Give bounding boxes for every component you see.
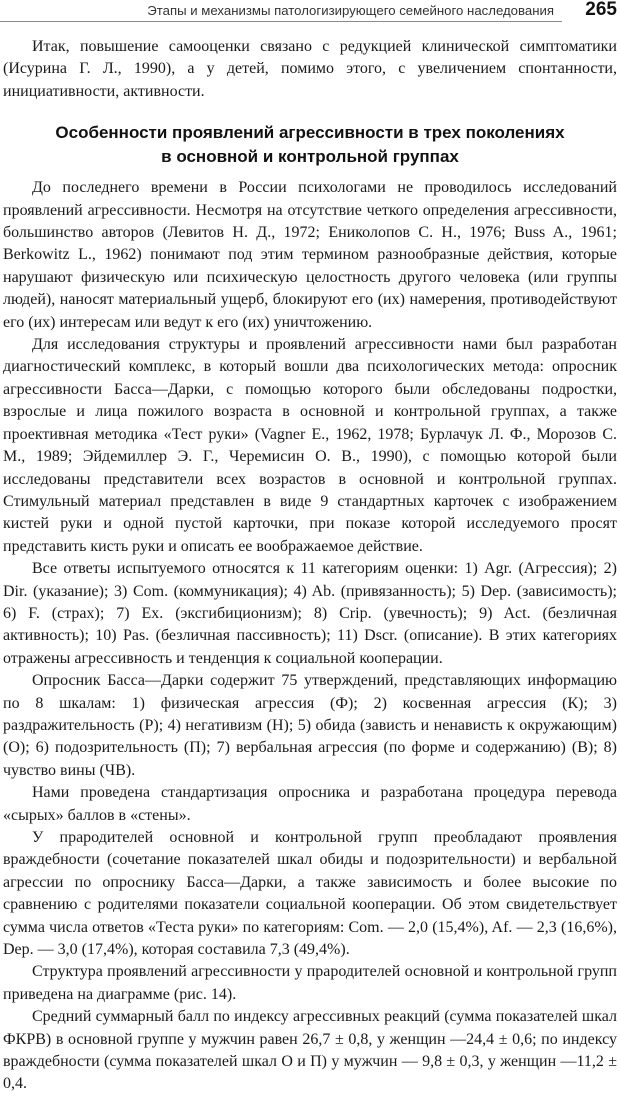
paragraph-standardization: Нами проведена стандартизация опросника и разработана процедура перевода «сырых» баллов в «стены».	[3, 784, 617, 824]
paragraph-grandparents-results: У прародителей основной и контрольной групп преобладают проявления враждебности (сочетание показателей шкал обиды и подозрительности) и вербальной агрессии по опроснику Басса—Дарки, а также зависимость и более высокие по сравнению с родителями показатели социальной кооперации. Об этом свидетельствует сумма числа ответов «Теста руки» по категориям: Com. — 2,0 (15,4%), Af. — 2,3 (16,6%), Dep. — 3,0 (17,4%), которая составила 7,3 (49,4%).	[3, 829, 617, 959]
page-number: 265	[585, 0, 617, 20]
header-rule	[0, 21, 562, 22]
running-title: Этапы и механизмы патологизирующего семейного наследования	[147, 3, 554, 18]
body-text	[3, 36, 617, 1096]
section-heading-line-1: Особенности проявлений агрессивности в трех поколениях	[55, 123, 565, 143]
paragraph-diagnostic-complex: Для исследования структуры и проявлений агрессивности нами был разработан диагностический комплекс, в который вошли два психологических метода: опросник агрессивности Басса—Дарки, с помощью которого были обследованы подростки, взрослые и лица пожилого возраста в основной и контрольной группах, а также проективная методика «Тест руки» (Vagner E., 1962, 1978; Бурлачук Л. Ф., Морозов С. М., 1989; Эйдемиллер Э. Г., Черемисин О. В., 1990), с помощью которой были исследованы представители всех возрастов в основной и контрольной группах. Стимульный материал представлен в виде 9 стандартных карточек с изображением кистей руки и одной пустой карточки, при показе которой исследуемого просят представить кисть руки и описать ее воображаемое действие.	[3, 336, 617, 555]
paragraph-mean-scores: Средний суммарный балл по индексу агрессивных реакций (сумма показателей шкал ФКРВ) в основной группе у мужчин равен 26,7 ± 0,8, у женщин —24,4 ± 0,6; по индексу враждебности (сумма показателей шкал О и П) у мужчин — 9,8 ± 0,3, у женщин —11,2 ± 0,4.	[3, 1008, 617, 1093]
paragraph-diagram-reference: Структура проявлений агрессивности у прародителей основной и контрольной групп приведена на диаграмме (рис. 14).	[3, 963, 617, 1003]
intro-paragraph: Итак, повышение самооценки связано с редукцией клинической симптоматики (Исурина Г. Л., 1990), а у детей, помимо этого, с увеличением спонтанности, инициативности, активности.	[3, 38, 617, 100]
paragraph-aggression-definition: До последнего времени в России психологами не проводилось исследований проявлений агрессивности. Несмотря на отсутствие четкого определения агрессивности, большинство авторов (Левитов Н. Д., 1972; Ениколопов С. Н., 1976; Buss A., 1961; Berkowitz L., 1962) понимают под этим термином разнообразные действия, которые нарушают физическую или психическую целостность другого человека (или группы людей), наносят материальный ущерб, блокируют его (их) намерения, противодействуют его (их) интересам или ведут к его (их) уничтожению.	[3, 179, 617, 331]
paragraph-hand-test-categories: Все ответы испытуемого относятся к 11 категориям оценки: 1) Agr. (Агрессия); 2) Dir. (указание); 3) Com. (коммуникация); 4) Ab. (привязанность); 5) Dep. (зависимость); 6) F. (страх); 7) Ex. (эксгибиционизм); 8) Crip. (увечность); 9) Act. (безличная активность); 10) Pas. (безличная пассивность); 11) Dscr. (описание). В этих категориях отражены агрессивность и тенденция к социальной кооперации.	[3, 560, 617, 667]
section-heading	[3, 121, 617, 169]
section-heading-line-2: в основной и контрольной группах	[161, 147, 459, 167]
running-header	[0, 0, 620, 24]
paragraph-buss-durkee-scales: Опросник Басса—Дарки содержит 75 утверждений, представляющих информацию по 8 шкалам: 1) физическая агрессия (Ф); 2) косвенная агрессия (К); 3) раздражительность (Р); 4) негативизм (Н); 5) обида (зависть и ненависть к окружающим) (О); 6) подозрительность (П); 7) вербальная агрессия (по форме и содержанию) (В); 8) чувство вины (ЧВ).	[3, 672, 617, 779]
